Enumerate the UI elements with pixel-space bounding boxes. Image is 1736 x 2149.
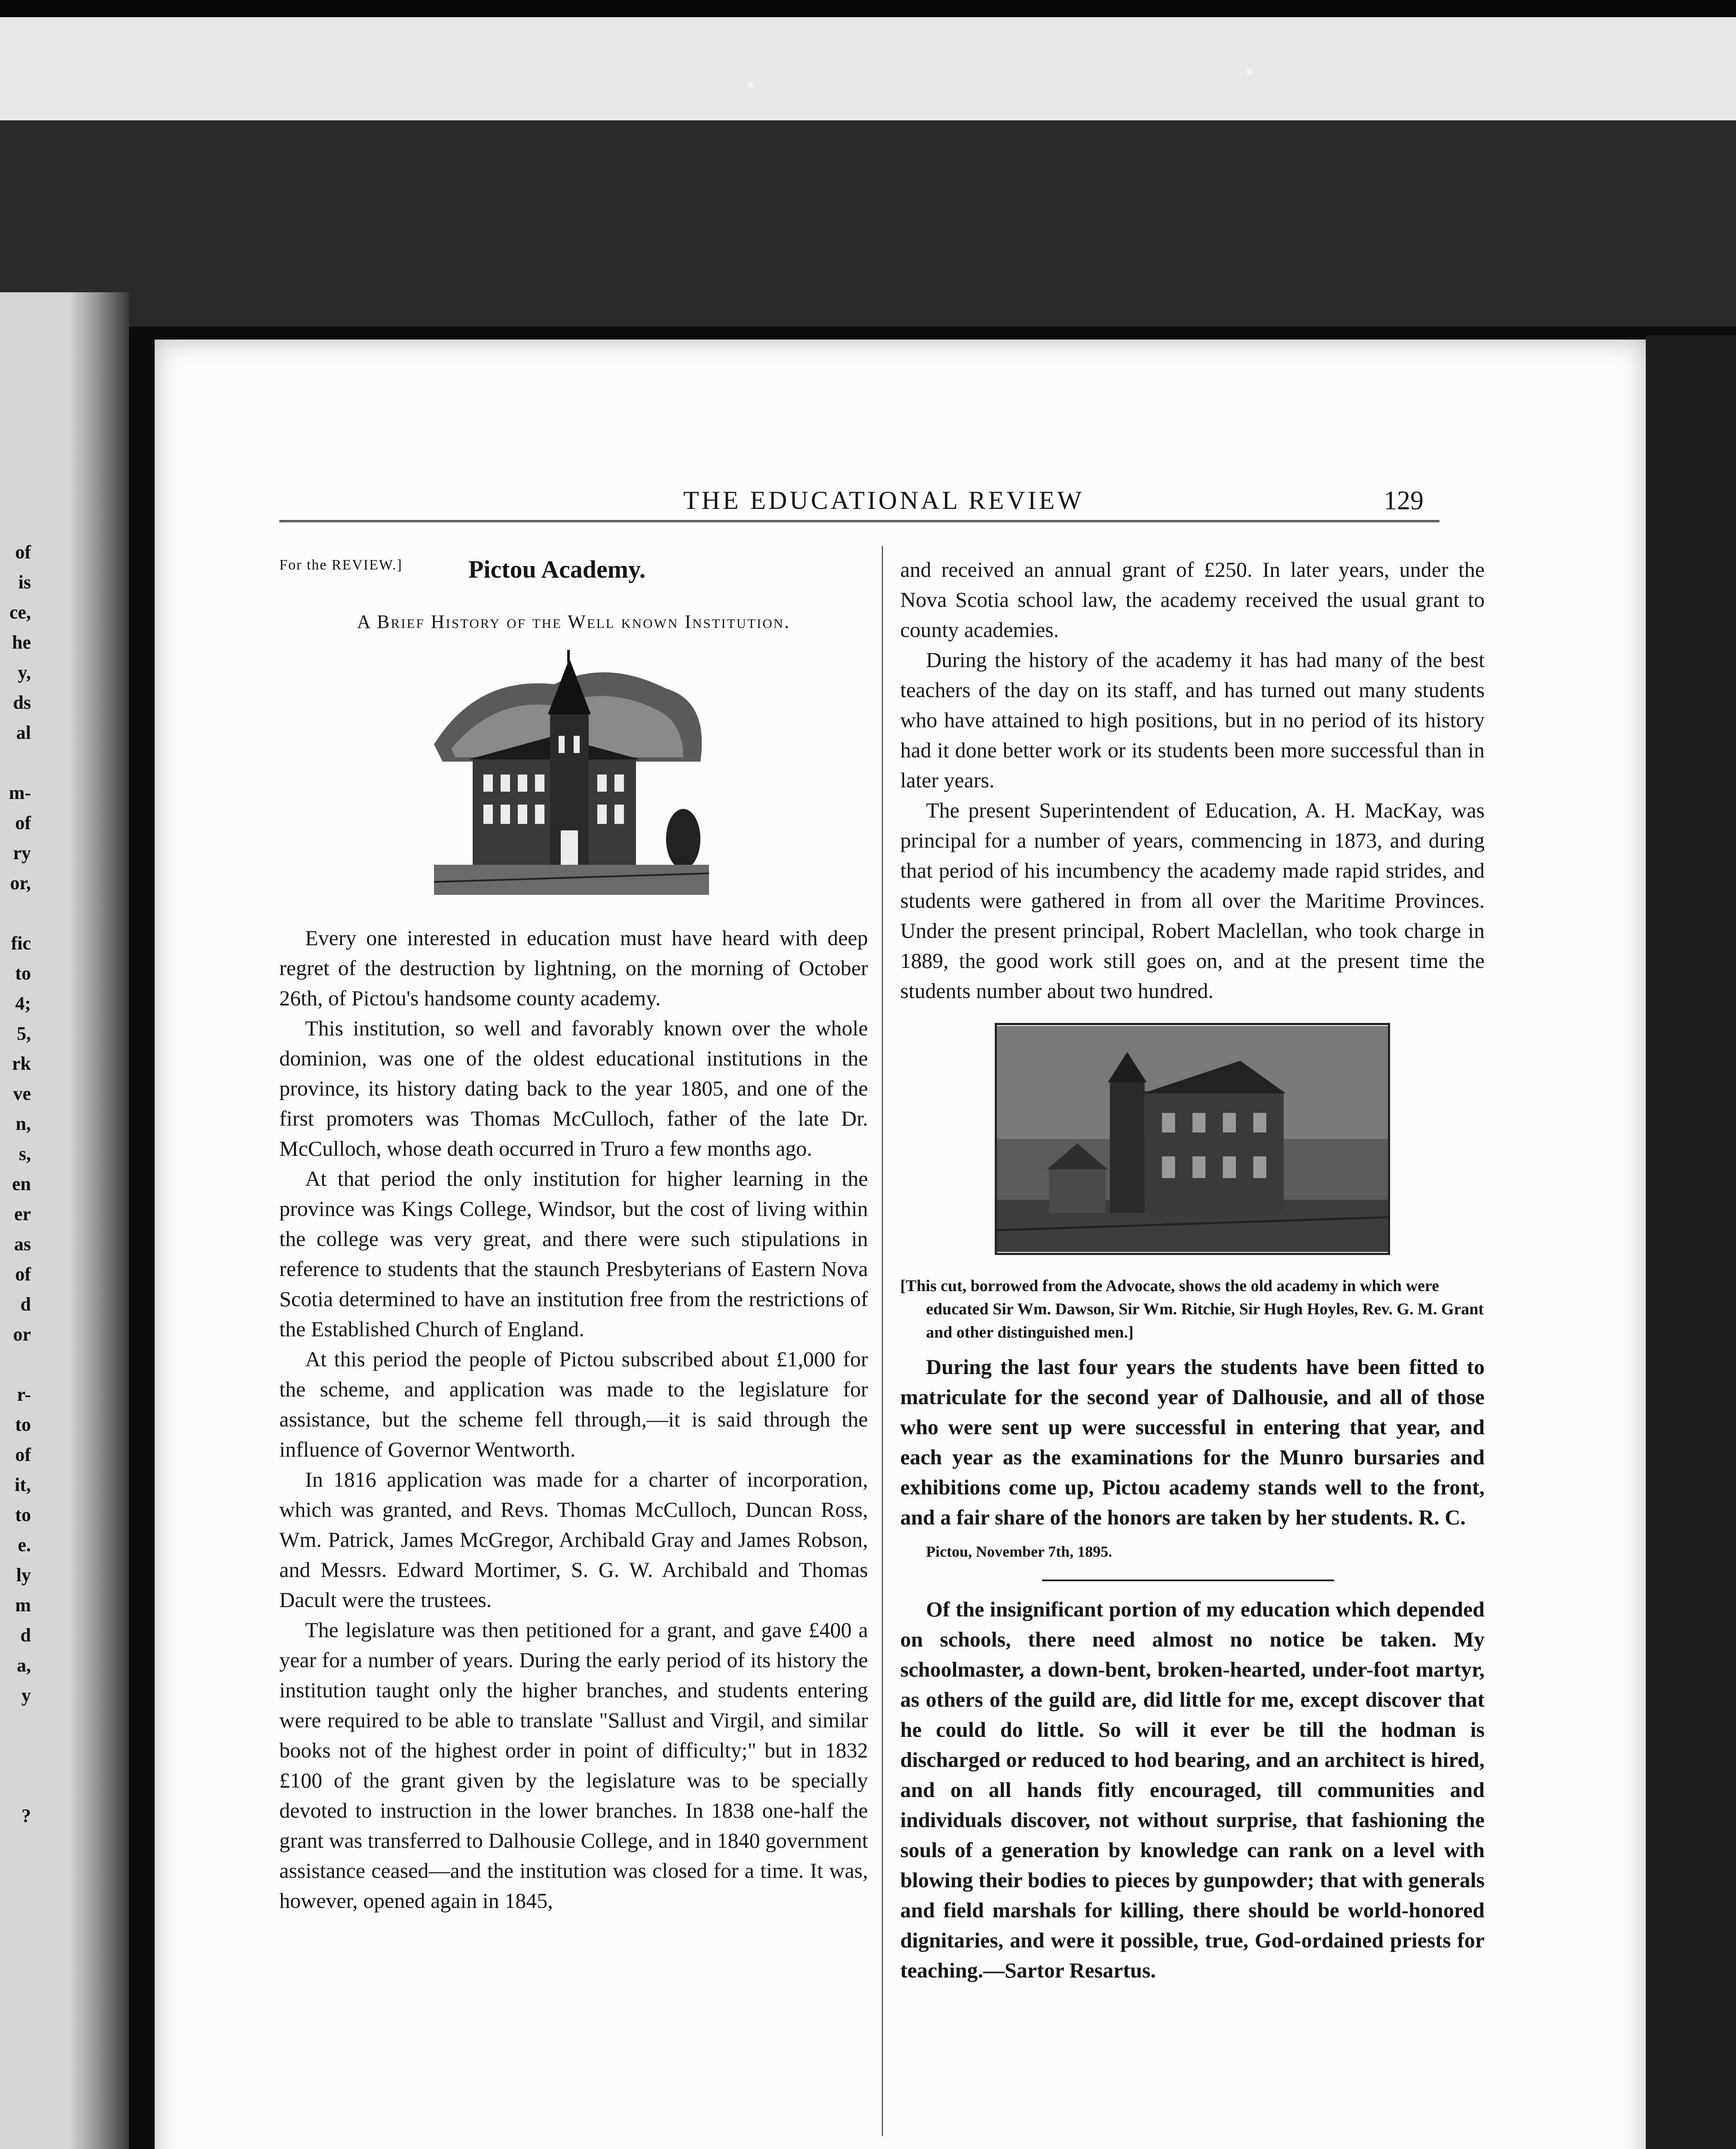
section-rule: [1042, 1580, 1334, 1581]
facing-page-fragment: 5,: [17, 1023, 31, 1044]
facing-page-fragment: ce,: [9, 602, 31, 623]
facing-page-fragment: of: [15, 1264, 31, 1285]
facing-page-fragment: or,: [10, 872, 31, 894]
page-number: 129: [1384, 486, 1424, 515]
right-column: [900, 554, 1485, 1985]
facing-page-fragment: ve: [13, 1083, 31, 1104]
facing-page-fragment: a,: [17, 1655, 31, 1676]
page-header: [155, 486, 1646, 516]
facing-page-fragment: as: [14, 1234, 31, 1255]
facing-page-fragment: d: [20, 1625, 31, 1646]
facing-page-fragment: of: [15, 542, 31, 563]
facing-page-fragment: en: [12, 1173, 31, 1194]
dateline: Pictou, November 7th, 1895.: [926, 1543, 1113, 1560]
article-paragraph: Every one interested in education must have heard with deep regret of the destruction by lightning, on the morning of October 26th, of Pictou's handsome county academy.: [279, 926, 868, 1010]
facing-page-fragment: or: [13, 1324, 31, 1345]
header-rule: [279, 520, 1440, 525]
film-band-dark: [0, 120, 1736, 327]
article-subhead: A Brief History of the Well known Institution.: [357, 611, 791, 632]
facing-page-fragment: m-: [9, 782, 31, 803]
page-right-shadow: [1646, 335, 1736, 2149]
article-paragraph: In 1816 application was made for a charter of incorporation, which was granted, and Revs. Thomas McCulloch, Duncan Ross, Wm. Patrick, James McGregor, Archibald Gray and James Robson, and Messrs. Edward Mortimer, S. G. W. Archibald and Thomas Dacult were the trustees.: [279, 1467, 868, 1612]
facing-page-fragment: ry: [13, 842, 31, 863]
facing-page-fragment: [1, 898, 31, 928]
document-page: [155, 340, 1646, 2149]
dust-speck: [1246, 69, 1252, 75]
facing-page-fragment: n,: [15, 1113, 31, 1134]
facing-page-fragment: e.: [18, 1534, 31, 1555]
column-divider: [882, 546, 883, 2136]
dust-speck: [748, 82, 754, 88]
running-title: THE EDUCATIONAL REVIEW: [683, 486, 1084, 514]
facing-page-text-fragments: [1, 537, 31, 1831]
closing-paragraph: During the last four years the students have been fitted to matriculate for the second year of Dalhousie, and all of those who were sent up were successful in entering that year, and each year as the examinations for the Munro bursaries and exhibitions come up, Pictou academy stands well to the front, and a fair share of the honors are taken by her students. R. C.: [900, 1355, 1485, 1529]
photo-caption: [900, 1274, 1485, 1344]
facing-page-fragment: ?: [21, 1805, 31, 1826]
facing-page-fragment: [1, 1350, 31, 1380]
article-paragraph: At this period the people of Pictou subscribed about £1,000 for the scheme, and application was made to the legislature for assistance, but the scheme fell through,—it is said through the influence of Governor Wentworth.: [279, 1347, 868, 1461]
facing-page-fragment: 4;: [15, 993, 31, 1014]
facing-page-fragment: ds: [13, 692, 31, 713]
facing-page-fragment: to: [15, 1414, 31, 1435]
facing-page-fragment: [1, 748, 31, 778]
facing-page-fragment: al: [16, 722, 31, 743]
film-band-light: [0, 17, 1736, 120]
facing-page-fragment: [1, 1741, 31, 1771]
facing-page-fragment: r-: [17, 1384, 31, 1405]
facing-page-fragment: he: [12, 632, 31, 653]
kicker: For the REVIEW.]: [279, 557, 403, 573]
photo-caption-text: [This cut, borrowed from the Advocate, shows the old academy in which were educated Sir Wm. Dawson, Sir Wm. Ritchie, Sir Hugh Hoyles, Rev. G. M. Grant and other distinguished men.]: [900, 1277, 1484, 1341]
facing-page-fragment: ly: [16, 1564, 31, 1586]
left-column: [279, 554, 868, 1916]
facing-page-fragment: of: [15, 1444, 31, 1465]
article-headline: Pictou Academy.: [468, 555, 646, 583]
facing-page-fragment: fic: [11, 933, 31, 954]
facing-page-fragment: y: [21, 1685, 31, 1706]
old-academy-photo-icon: [995, 1023, 1390, 1255]
facing-page-fragment: of: [15, 812, 31, 833]
facing-page-fragment: d: [20, 1294, 31, 1315]
facing-page-fragment: rk: [12, 1053, 31, 1074]
facing-page-fragment: s,: [18, 1143, 31, 1164]
quote-paragraph: Of the insignificant portion of my education which depended on schools, there need almost no notice be taken. My schoolmaster, a down-bent, broken-hearted, under-foot martyr, as others of the guild are, did little for me, except discover that he could do little. So will it ever be till the hodman is discharged or reduced to hod bearing, and an architect is hired, and on all hands fitly encouraged, till communities and individuals discover, not without surprise, that fashioning the souls of a generation by knowledge can rank on a level with blowing their bodies to pieces by gunpowder; that with generals and field marshals for killing, there should be world-honored dignitaries, and were it possible, true, God-ordained priests for teaching.—Sartor Resartus.: [900, 1597, 1485, 1982]
facing-page-fragment: to: [15, 963, 31, 984]
article-paragraph: The present Superintendent of Education, A. H. MacKay, was principal for a number of years, commencing in 1873, and during that period of his incumbency the academy made rapid strides, and students were gathered in from all over the Maritime Provinces. Under the present principal, Robert Maclellan, who took charge in 1889, the good work still goes on, and at the present time the students number about two hundred.: [900, 798, 1485, 1003]
academy-building-engraving-icon: [425, 650, 718, 908]
facing-page-fragment: to: [15, 1504, 31, 1525]
facing-page-fragment: [1, 1711, 31, 1741]
article-paragraph: During the history of the academy it has had many of the best teachers of the day on its staff, and has turned out many students who have attained to high positions, but in no period of its history had it done better work or its students been more successful than in later years.: [900, 648, 1485, 792]
facing-page-fragment: is: [18, 572, 31, 593]
article-paragraph: At that period the only institution for higher learning in the province was Kings College, Windsor, but the cost of living within the college was very great, and there were such stipulations in reference to students that the staunch Presbyterians of Eastern Nova Scotia determined to have an institution free from the restrictions of the Established Church of England.: [279, 1166, 868, 1341]
facing-page-fragment: [1, 1771, 31, 1801]
article-paragraph: and received an annual grant of £250. In later years, under the Nova Scotia school law, the academy received the usual grant to county academies.: [900, 557, 1485, 642]
facing-page-fragment: y,: [18, 662, 31, 683]
facing-page-fragment: m: [15, 1595, 31, 1616]
facing-page-fragment: er: [14, 1203, 31, 1225]
article-paragraph: This institution, so well and favorably known over the whole dominion, was one of the oldest educational institutions in the province, its history dating back to the year 1805, and one of the first promoters was Thomas McCulloch, father of the late Dr. McCulloch, whose death occurred in Truro a few months ago.: [279, 1016, 868, 1160]
facing-page-fragment: it,: [15, 1474, 31, 1495]
film-frame-top: [0, 0, 1736, 17]
article-paragraph: The legislature was then petitioned for a grant, and gave £400 a year for a number of years. During the early period of its history the institution taught only the higher branches, and students entering were required to be able to translate "Sallust and Virgil, and similar books not of the highest order in point of difficulty;" but in 1832 £100 of the grant given by the legislature was to be specially devoted to instruction in the lower branches. In 1838 one-half the grant was transferred to Dalhousie College, and in 1840 government assistance ceased—and the institution was closed for a time. It was, however, opened again in 1845,: [279, 1618, 868, 1913]
